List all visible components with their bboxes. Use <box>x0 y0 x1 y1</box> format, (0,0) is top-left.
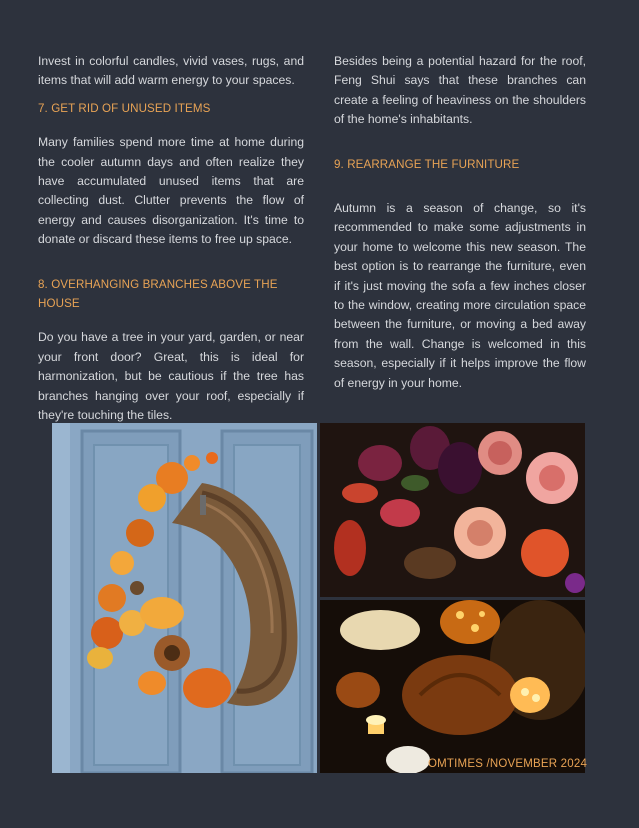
section-8-continued: Besides being a potential hazard for the roof, Feng Shui says that these branches can create a feeling of heaviness on the shoulders of the home's inhabitants. <box>334 54 586 127</box>
footer-credit: OMTIMES /NOVEMBER 2024 <box>428 758 588 770</box>
section-7-body: Many families spend more time at home during the cooler autumn days and often realize they have accumulated unused items that are collecting dust. Clutter prevents the flow of energy and causes disorganization. It's time to donate or discard these items to free up space. <box>38 135 304 247</box>
section-8-body: Do you have a tree in your yard, garden, or near your front door? Great, this is ideal for harmonization, but be cautious if the tree has branches hanging over your roof, especially if they're touching the tiles. <box>38 330 304 423</box>
section-9-body: Autumn is a season of change, so it's recommended to make some adjustments in your home to welcome this new season. The best option is to rearrange the furniture, even if it's just moving the sofa a few inches closer to the window, creating more circulation space between the furniture, or moving a bed away from the wall. Change is welcomed in this season, especially if it helps improve the flow of energy in your home. <box>334 201 586 390</box>
left-column <box>38 52 304 426</box>
section-8-heading: 8. OVERHANGING BRANCHES ABOVE THE HOUSE <box>38 277 278 311</box>
section-9-heading: 9. REARRANGE THE FURNITURE <box>334 157 520 171</box>
section-7-heading: 7. GET RID OF UNUSED ITEMS <box>38 101 211 115</box>
right-column <box>334 52 586 393</box>
wreath-photo <box>52 423 317 773</box>
pumpkins-photo <box>320 600 588 773</box>
photo-collage <box>52 423 588 773</box>
intro-paragraph: Invest in colorful candles, vivid vases, rugs, and items that will add warm energy to your spaces. <box>38 54 304 88</box>
flowers-photo <box>320 423 585 597</box>
